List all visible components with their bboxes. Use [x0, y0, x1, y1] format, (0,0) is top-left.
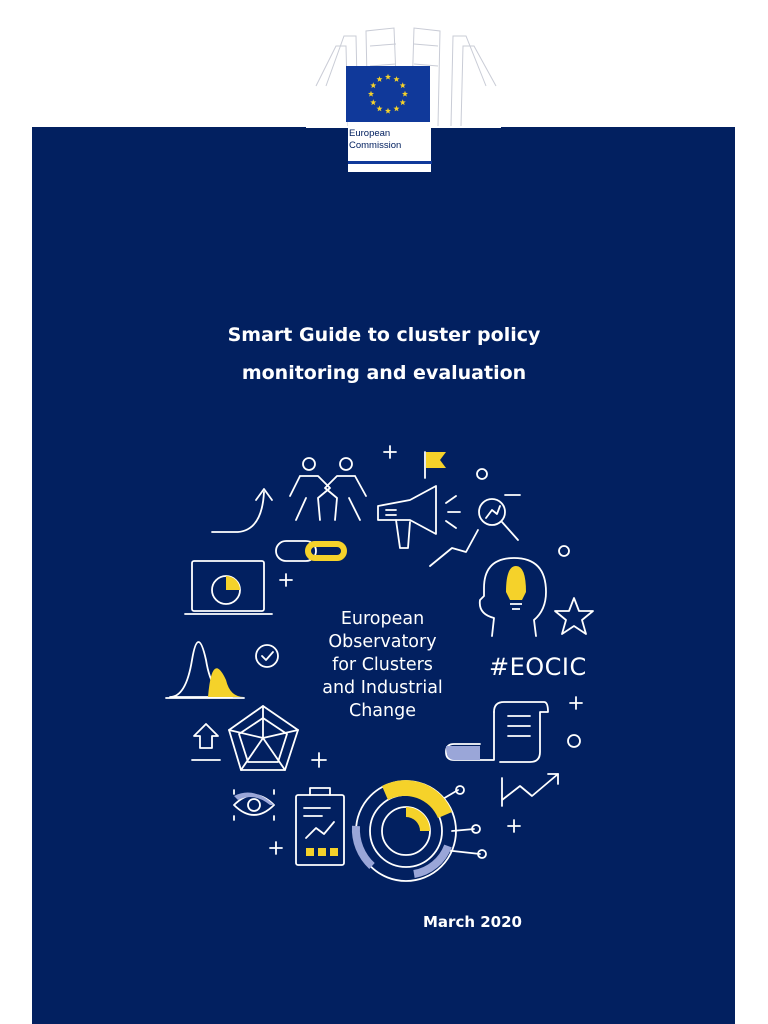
magnifier-chart-icon: [430, 495, 520, 566]
pie-slice-fill: [226, 576, 240, 590]
observatory-line: European: [340, 609, 425, 629]
plus-icon: [508, 820, 520, 832]
bulb-base: [510, 604, 522, 609]
handshake-people-icon: [290, 458, 366, 520]
bulb-fill: [506, 566, 526, 600]
observatory-line: Change: [348, 701, 416, 721]
dot-circle-icon: [568, 735, 580, 747]
logo-line-1: European: [349, 128, 391, 139]
plus-icon: [570, 697, 582, 709]
distribution-curves-icon: [166, 642, 244, 698]
radar-chart-icon: [229, 706, 298, 770]
star-icon: [555, 598, 593, 634]
donut-inner-fill: [406, 807, 430, 831]
title-line-2: monitoring and evaluation: [241, 362, 527, 384]
logo-line-2: Commission: [349, 140, 402, 151]
observatory-line: Observatory: [328, 632, 437, 652]
observatory-name: [290, 608, 475, 723]
flag-fill: [426, 452, 446, 468]
title-line-1: Smart Guide to cluster policy: [227, 324, 541, 346]
plus-icon: [270, 842, 282, 854]
observatory-line: and Industrial: [322, 678, 443, 698]
plus-icon: [312, 753, 326, 767]
curve-fill: [208, 668, 244, 697]
clipboard-square-fill: [318, 848, 326, 856]
growth-arrow-icon: [212, 489, 272, 532]
plus-icon: [280, 574, 292, 586]
megaphone-icon: [378, 486, 460, 548]
plus-icon: [384, 446, 396, 458]
chain-link-fill: [308, 544, 344, 558]
clipboard-square-fill: [330, 848, 338, 856]
upload-arrow-icon: [192, 724, 220, 760]
clipboard-square-fill: [306, 848, 314, 856]
check-circle-icon: [256, 645, 278, 667]
dot-circle-icon: [477, 469, 487, 479]
trend-line-icon: [502, 774, 558, 806]
observatory-line: for Clusters: [332, 655, 433, 675]
publication-date: March 2020: [423, 913, 522, 931]
hashtag: #EOCIC: [489, 653, 587, 681]
scroll-lilac-fill: [446, 746, 480, 760]
dot-circle-icon: [559, 546, 569, 556]
